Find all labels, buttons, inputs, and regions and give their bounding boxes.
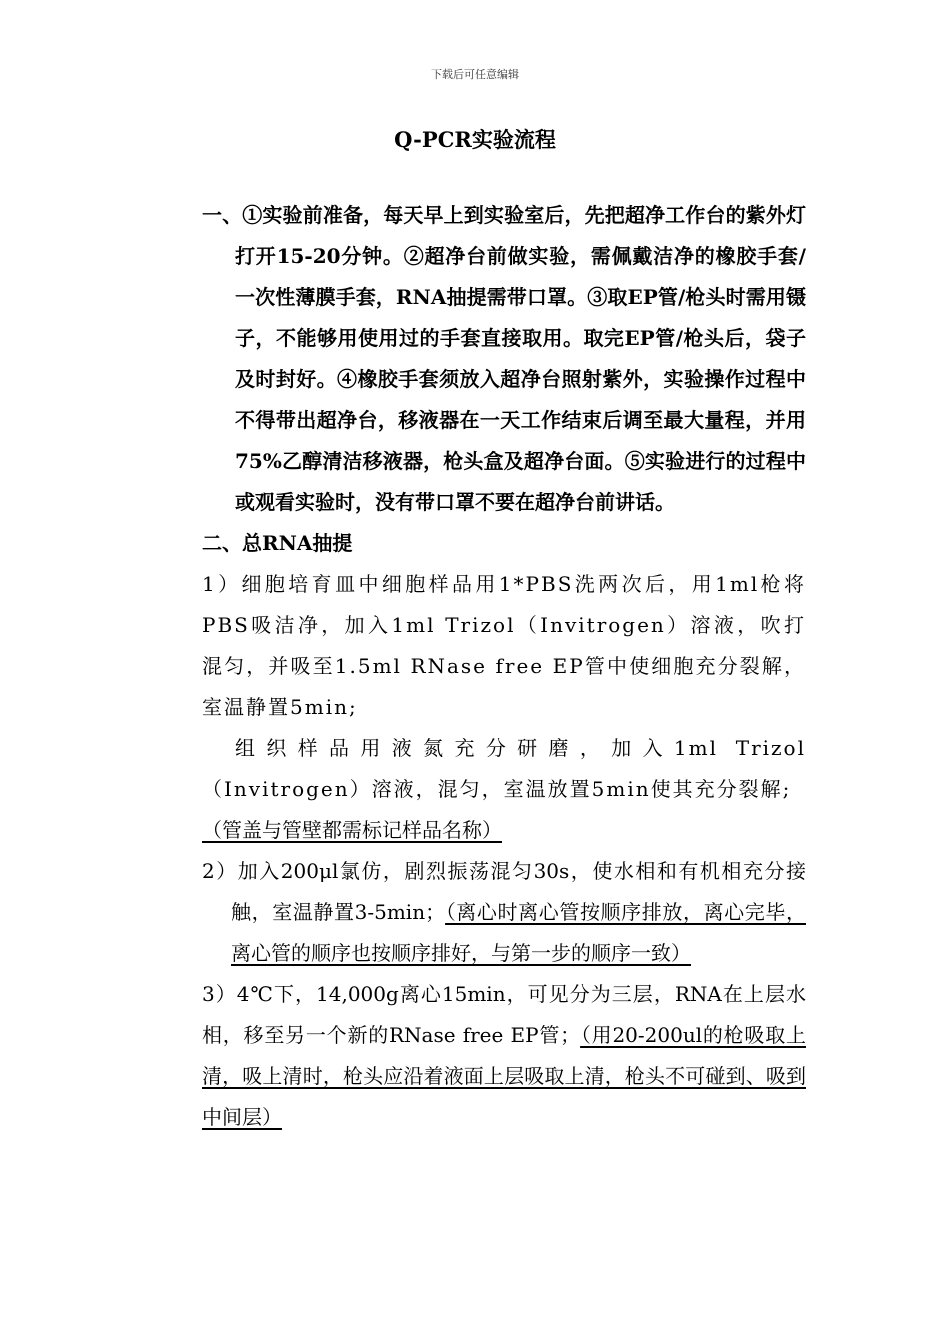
document-body xyxy=(202,195,806,1138)
step-3-text: 3）4℃下，14,000g离心15min，可见分为三层，RNA在上层水相，移至另一个新的RNase free EP管； xyxy=(202,982,806,1047)
step-1-tissue: 组织样品用液氮充分研磨，加入1ml Trizol（Invitrogen）溶液，混匀，室温放置5min使其充分裂解; xyxy=(202,736,806,801)
section-1-preparation: 一、①实验前准备，每天早上到实验室后，先把超净工作台的紫外灯打开15-20分钟。②超净台前做实验，需佩戴洁净的橡胶手套/一次性薄膜手套，RNA抽提需带口罩。③取EP管/枪头时需用镊子，不能够用使用过的手套直接取用。取完EP管/枪头后，袋子及时封好。④橡胶手套须放入超净台照射紫外，实验操作过程中不得带出超净台，移液器在一天工作结束后调至最大量程，并用75%乙醇清洁移液器，枪头盒及超净台面。⑤实验进行的过程中或观看实验时，没有带口罩不要在超净台前讲话。 xyxy=(202,203,806,514)
step-1-note: （管盖与管壁都需标记样品名称） xyxy=(202,818,502,842)
step-3-note: （用20-200ul的枪吸取上清，吸上清时，枪头应沿着液面上层吸取上清，枪头不可碰到、吸到中间层） xyxy=(202,1023,806,1129)
step-1-cells: 1）细胞培育皿中细胞样品用1*PBS洗两次后，用1ml枪将PBS吸洁净，加入1ml Trizol（Invitrogen）溶液，吹打混匀，并吸至1.5ml RNase free EP管中使细胞充分裂解，室温静置5min; xyxy=(202,572,806,719)
step-2-note: （离心时离心管按顺序排放，离心完毕，离心管的顺序也按顺序排好，与第一步的顺序一致） xyxy=(231,900,807,965)
section-2-heading: 二、总RNA抽提 xyxy=(202,531,353,555)
page-title: Q-PCR实验流程 xyxy=(394,127,556,152)
step-2 xyxy=(202,851,806,974)
page-header: 下载后可任意编辑 xyxy=(431,68,519,81)
step-3 xyxy=(202,974,806,1138)
step-2-text: 2）加入200μl氯仿，剧烈振荡混匀30s，使水相和有机相充分接触，室温静置3-5min； xyxy=(202,859,806,924)
